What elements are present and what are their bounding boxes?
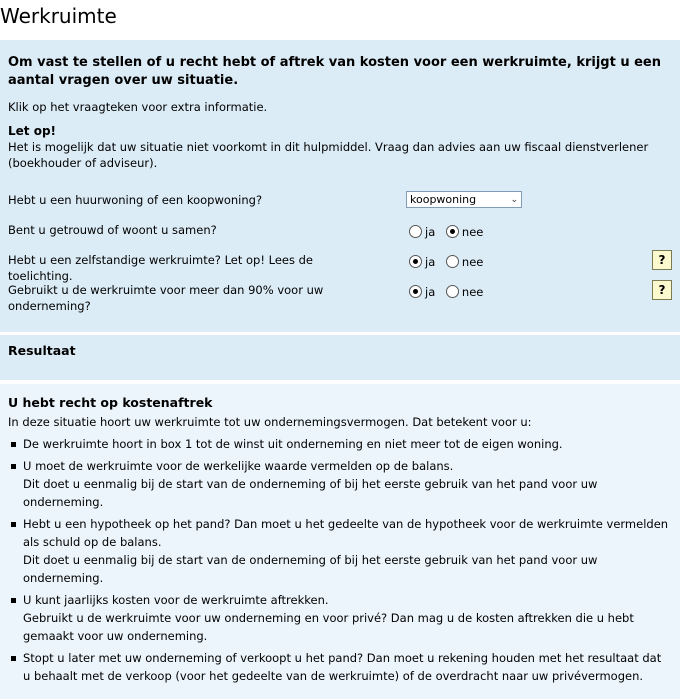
help-button-gebruik[interactable]: ?	[652, 280, 672, 300]
bullet-icon	[11, 656, 16, 661]
woning-select-value: koopwoning	[410, 193, 477, 206]
bullet-icon	[11, 598, 16, 603]
list-item-text: U kunt jaarlijks kosten voor de werkruimte aftrekken. Gebruikt u de werkruimte voor uw onderneming en voor privé? Dan mag u de kosten aftrekken die u hebt gemaakt voor uw onderneming.	[23, 593, 634, 643]
radio-label-nee: nee	[461, 225, 484, 239]
bullet-icon	[11, 522, 16, 527]
radio-label-ja: ja	[425, 225, 436, 239]
help-button-zelfstandig[interactable]: ?	[652, 250, 672, 270]
radio-label-ja: ja	[425, 255, 436, 269]
question-label: Hebt u een zelfstandige werkruimte? Let op! Lees de toelichting.	[8, 253, 313, 283]
answer-title: U hebt recht op kostenaftrek	[8, 395, 213, 410]
question-label: Bent u getrouwd of woont u samen?	[8, 223, 217, 237]
letop-title: Let op!	[8, 124, 57, 138]
radio-zelfstandig-ja[interactable]	[409, 255, 422, 268]
result-title: Resultaat	[8, 343, 76, 358]
list-item	[8, 649, 672, 685]
result-panel	[0, 335, 680, 380]
radio-gebruik-nee[interactable]	[446, 285, 459, 298]
page-title: Werkruimte	[0, 4, 117, 28]
radio-getrouwd-nee[interactable]	[446, 225, 459, 238]
click-info-text: Klik op het vraagteken voor extra informatie.	[8, 100, 268, 114]
question-label: Hebt u een huurwoning of een koopwoning?	[8, 193, 263, 207]
woning-select[interactable]	[406, 191, 522, 208]
radio-gebruik-ja[interactable]	[409, 285, 422, 298]
list-item	[8, 457, 672, 511]
answer-intro: In deze situatie hoort uw werkruimte tot uw ondernemingsvermogen. Dat betekent voor u:	[8, 415, 532, 429]
question-label: Gebruikt u de werkruimte voor meer dan 90% voor uw onderneming?	[8, 283, 324, 313]
answer-panel	[0, 384, 680, 699]
list-item-text: De werkruimte hoort in box 1 tot de winst uit onderneming en niet meer tot de eigen woning.	[23, 437, 563, 451]
radio-label-nee: nee	[461, 285, 484, 299]
radio-getrouwd-ja[interactable]	[409, 225, 422, 238]
intro-heading: Om vast te stellen of u recht hebt of aftrek van kosten voor een werkruimte, krijgt u een aantal vragen over uw situatie.	[8, 55, 662, 88]
bullet-icon	[11, 442, 16, 447]
list-item	[8, 591, 672, 645]
bullet-icon	[11, 464, 16, 469]
list-item-text: U moet de werkruimte voor de werkelijke waarde vermelden op de balans. Dit doet u eenmalig bij de start van de onderneming of bij het eerste gebruik van het pand voor uw onderneming.	[23, 459, 598, 509]
radio-zelfstandig-nee[interactable]	[446, 255, 459, 268]
list-item-text: Stopt u later met uw onderneming of verkoopt u het pand? Dan moet u rekening houden met het resultaat dat u behaalt met de verkoop (voor het gedeelte van de werkruimte) of de overdracht naar uw privévermogen.	[23, 651, 662, 683]
list-item	[8, 435, 672, 453]
list-item-text: Hebt u een hypotheek op het pand? Dan moet u het gedeelte van de hypotheek voor de werkruimte vermelden als schuld op de balans. Dit doet u eenmalig bij de start van de onderneming of bij het eerste gebruik van het pand voor uw onderneming.	[23, 517, 669, 585]
radio-label-ja: ja	[425, 285, 436, 299]
questionnaire-panel	[0, 40, 680, 332]
letop-text: Het is mogelijk dat uw situatie niet voorkomt in dit hulpmiddel. Vraag dan advies aan uw fiscaal dienstverlener (boekhouder of adviseur).	[8, 140, 649, 170]
answer-list	[8, 435, 672, 685]
radio-label-nee: nee	[461, 255, 484, 269]
list-item	[8, 515, 672, 587]
chevron-down-icon: ⌄	[510, 195, 518, 205]
